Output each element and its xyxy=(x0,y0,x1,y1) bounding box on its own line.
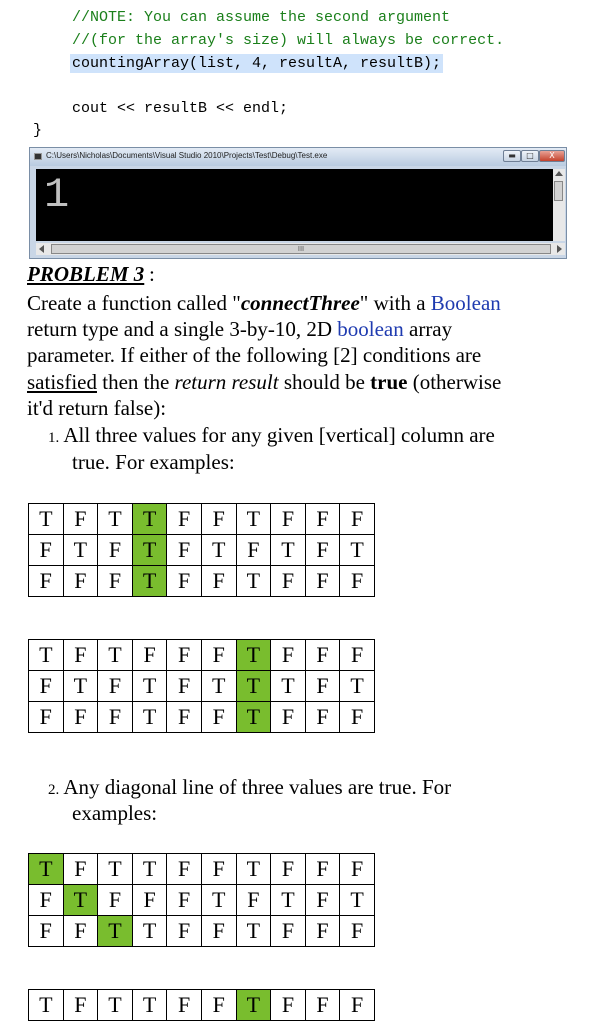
grid-cell: F xyxy=(305,566,340,597)
text-run: then the xyxy=(96,370,175,394)
boolean-keyword: Boolean xyxy=(430,291,501,315)
grid-cell: T xyxy=(132,916,167,947)
grid-cell: F xyxy=(305,535,340,566)
scroll-up-icon[interactable] xyxy=(555,171,563,176)
grid-cell: T xyxy=(29,640,64,671)
grid-cell: F xyxy=(340,990,375,1021)
grid-cell: T xyxy=(132,504,167,535)
grid-cell: T xyxy=(340,671,375,702)
grid-cell: F xyxy=(98,566,133,597)
grid-cell: T xyxy=(201,535,236,566)
text-run: All three values for any given [vertical] column are xyxy=(63,423,495,447)
grid-cell: T xyxy=(132,990,167,1021)
grid-cell: T xyxy=(63,535,98,566)
grid-cell: F xyxy=(340,916,375,947)
text-run: return type and a single 3-by-10, 2D xyxy=(27,317,338,341)
grid-cell: F xyxy=(29,535,64,566)
code-comment-line: //NOTE: You can assume the second argument xyxy=(72,9,451,26)
close-button[interactable]: X xyxy=(539,150,565,162)
code-comment-line: //(for the array's size) will always be correct. xyxy=(72,32,505,49)
grid-cell: F xyxy=(201,504,236,535)
grid-cell: T xyxy=(98,504,133,535)
condition-2 xyxy=(48,775,451,800)
grid-cell: T xyxy=(271,535,306,566)
grid-cell: F xyxy=(29,916,64,947)
problem-heading-colon: : xyxy=(149,262,155,286)
grid-cell: F xyxy=(167,916,202,947)
horizontal-scroll-thumb[interactable]: III xyxy=(51,244,551,254)
grid-cell: F xyxy=(63,854,98,885)
text-run: (otherwise xyxy=(407,370,502,394)
grid-cell: T xyxy=(98,990,133,1021)
grid-cell: F xyxy=(98,535,133,566)
grid-cell: F xyxy=(167,566,202,597)
grid-cell: T xyxy=(63,671,98,702)
horizontal-scrollbar[interactable] xyxy=(36,243,565,255)
grid-cell: F xyxy=(29,702,64,733)
grid-cell: T xyxy=(236,566,271,597)
grid-cell: F xyxy=(167,702,202,733)
code-cout-line: cout << resultB << endl; xyxy=(72,100,289,117)
grid-cell: F xyxy=(305,854,340,885)
grid-cell: F xyxy=(271,566,306,597)
example-grid-vertical-1 xyxy=(28,503,375,597)
text-run: should be xyxy=(278,370,371,394)
example-grid-vertical-2 xyxy=(28,639,375,733)
grid-cell: F xyxy=(305,504,340,535)
grid-cell: T xyxy=(340,535,375,566)
console-output-area[interactable] xyxy=(36,169,553,241)
console-title: C:\Users\Nicholas\Documents\Visual Studio 2010\Projects\Test\Debug\Test.exe xyxy=(46,151,328,160)
grid-cell: F xyxy=(201,916,236,947)
grid-cell: F xyxy=(201,566,236,597)
grid-cell: F xyxy=(305,640,340,671)
grid-cell: F xyxy=(271,504,306,535)
vertical-scroll-thumb[interactable] xyxy=(554,181,563,201)
grid-cell: F xyxy=(305,916,340,947)
scroll-right-icon[interactable] xyxy=(557,245,562,253)
code-highlighted-call: countingArray(list, 4, resultA, resultB); xyxy=(72,55,442,72)
list-number: 2. xyxy=(48,782,60,798)
grid-row xyxy=(29,885,375,916)
grid-cell: T xyxy=(236,504,271,535)
underlined-word: satisfied xyxy=(27,370,97,394)
example-grid-diagonal-2 xyxy=(28,989,375,1021)
grid-cell: F xyxy=(29,671,64,702)
grid-cell: F xyxy=(305,702,340,733)
grid-cell: T xyxy=(271,671,306,702)
grid-cell: T xyxy=(29,854,64,885)
problem-description-line xyxy=(27,370,501,395)
grid-row xyxy=(29,566,375,597)
grid-cell: F xyxy=(271,640,306,671)
grid-cell: F xyxy=(167,535,202,566)
grid-cell: F xyxy=(63,566,98,597)
grid-cell: F xyxy=(340,504,375,535)
grid-cell: F xyxy=(63,640,98,671)
grid-cell: T xyxy=(340,885,375,916)
grid-cell: F xyxy=(305,990,340,1021)
code-closing-brace: } xyxy=(33,122,43,139)
function-name: connectThree xyxy=(240,291,360,315)
grid-cell: T xyxy=(132,671,167,702)
grid-row xyxy=(29,535,375,566)
grid-row xyxy=(29,702,375,733)
grid-cell: F xyxy=(63,702,98,733)
grid-cell: T xyxy=(236,671,271,702)
grid-cell: F xyxy=(167,990,202,1021)
grid-cell: F xyxy=(167,854,202,885)
grid-cell: F xyxy=(29,566,64,597)
grid-cell: T xyxy=(63,885,98,916)
grid-cell: F xyxy=(63,504,98,535)
grid-cell: F xyxy=(132,640,167,671)
grid-cell: T xyxy=(236,640,271,671)
text-run: array xyxy=(403,317,453,341)
boolean-keyword: boolean xyxy=(337,317,404,341)
scroll-left-icon[interactable] xyxy=(39,245,44,253)
grid-row xyxy=(29,990,375,1021)
grid-cell: T xyxy=(236,990,271,1021)
problem-description-line: it'd return false): xyxy=(27,396,167,420)
grid-cell: T xyxy=(236,702,271,733)
grid-row xyxy=(29,916,375,947)
grid-cell: T xyxy=(29,990,64,1021)
console-titlebar[interactable] xyxy=(30,148,566,166)
problem-description-line xyxy=(27,317,452,342)
grid-cell: F xyxy=(167,640,202,671)
grid-cell: F xyxy=(201,702,236,733)
grid-cell: F xyxy=(271,916,306,947)
grid-cell: F xyxy=(201,640,236,671)
grid-cell: F xyxy=(63,990,98,1021)
list-number: 1. xyxy=(48,430,60,446)
grid-cell: T xyxy=(132,854,167,885)
condition-1 xyxy=(48,423,495,448)
grid-cell: T xyxy=(236,854,271,885)
grid-cell: T xyxy=(201,885,236,916)
vertical-scrollbar[interactable] xyxy=(553,169,565,241)
console-window xyxy=(29,147,567,259)
example-grid-diagonal-1 xyxy=(28,853,375,947)
grid-cell: T xyxy=(132,566,167,597)
text-run: Create a function called " xyxy=(27,291,241,315)
italic-phrase: return result xyxy=(174,370,279,394)
grid-cell: F xyxy=(236,535,271,566)
grid-cell: F xyxy=(271,990,306,1021)
grid-row xyxy=(29,640,375,671)
grid-cell: F xyxy=(29,885,64,916)
grid-cell: T xyxy=(29,504,64,535)
grid-cell: F xyxy=(98,671,133,702)
grid-cell: F xyxy=(236,885,271,916)
problem-description-line: parameter. If either of the following [2] conditions are xyxy=(27,343,482,367)
grid-cell: F xyxy=(340,566,375,597)
grid-cell: F xyxy=(305,885,340,916)
grid-cell: T xyxy=(236,916,271,947)
problem-description-line xyxy=(27,291,501,316)
grid-cell: T xyxy=(201,671,236,702)
grid-cell: T xyxy=(271,885,306,916)
problem-heading: PROBLEM 3 xyxy=(27,262,145,286)
grid-cell: F xyxy=(201,990,236,1021)
grid-cell: F xyxy=(132,885,167,916)
grid-row xyxy=(29,671,375,702)
grid-cell: T xyxy=(132,702,167,733)
grid-row xyxy=(29,854,375,885)
grid-cell: F xyxy=(167,504,202,535)
grid-cell: F xyxy=(340,854,375,885)
grid-row xyxy=(29,504,375,535)
grid-cell: T xyxy=(98,640,133,671)
condition-2-continued: examples: xyxy=(72,801,158,825)
grid-cell: F xyxy=(98,885,133,916)
grid-cell: T xyxy=(98,854,133,885)
maximize-button[interactable]: □ xyxy=(521,150,539,162)
grid-cell: T xyxy=(132,535,167,566)
grid-cell: F xyxy=(340,640,375,671)
console-app-icon xyxy=(34,153,42,160)
text-run: " with a xyxy=(359,291,431,315)
grid-cell: T xyxy=(98,916,133,947)
grid-cell: F xyxy=(340,702,375,733)
grid-cell: F xyxy=(271,702,306,733)
grid-cell: F xyxy=(201,854,236,885)
console-output-text: 1 xyxy=(44,171,70,219)
text-run: Any diagonal line of three values are true. For xyxy=(63,775,452,799)
bold-word: true xyxy=(370,370,408,394)
condition-1-continued: true. For examples: xyxy=(72,450,235,474)
grid-cell: F xyxy=(167,671,202,702)
grid-cell: F xyxy=(167,885,202,916)
grid-cell: F xyxy=(63,916,98,947)
grid-cell: F xyxy=(305,671,340,702)
grid-cell: F xyxy=(98,702,133,733)
minimize-button[interactable]: ▬ xyxy=(503,150,521,162)
grid-cell: F xyxy=(271,854,306,885)
